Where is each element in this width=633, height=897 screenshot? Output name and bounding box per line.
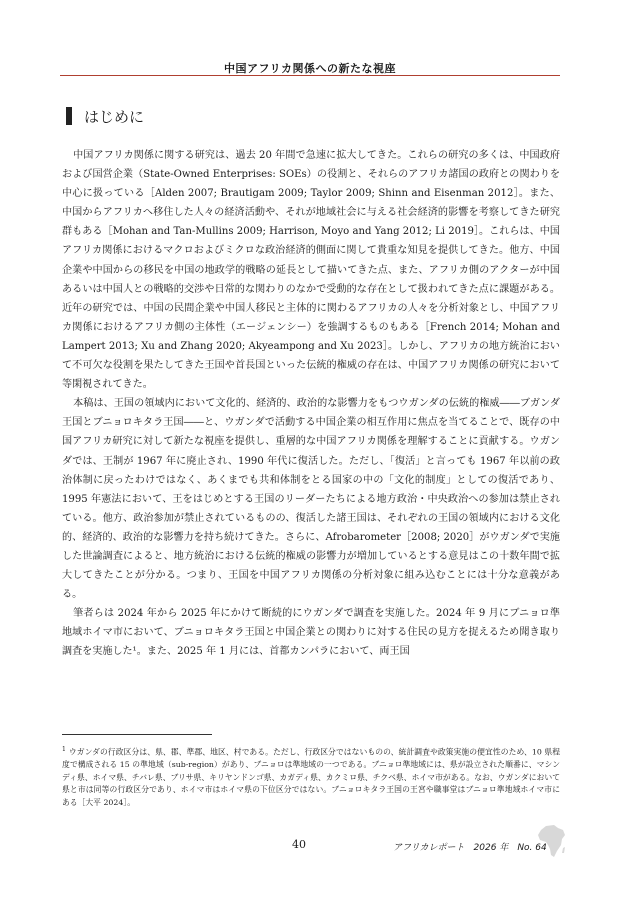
footnote-rule bbox=[62, 734, 212, 735]
footnote-marker: 1 bbox=[62, 746, 66, 753]
paragraph: 中国アフリカ関係に関する研究は、過去 20 年間で急速に拡大してきた。これらの研究の多くは、中国政府および国営企業（State-Owned Enterprises: SOEs）の役割と、それらのアフリカ諸国の政府との関わりを中心に扱っている［Alden 2007; Brautigam 2009; Taylor 2009; Shinn and Eisenman 2012］。また、中国からアフリカへ移住した人々の経済活動や、それが地域社会に与える社会経済的影響を考察してきた研究群もある［Mohan and Tan-Mullins 2009; Harrison, Moyo and Yang 2012; Li 2019］。これらは、中国アフリカ関係におけるマクロおよびミクロな政治経済的側面に関して貴重な知見を提供してきた。他方、中国企業や中国からの移民を中国の地政学的戦略の延長として描いてきた点、また、アフリカ側のアクターが中国あるいは中国人との戦略的交渉や日常的な関わりのなかで受動的な存在として扱われてきた点に課題がある。近年の研究では、中国の民間企業や中国人移民と主体的に関わるアフリカの人々を分析対象とし、中国アフリカ関係におけるアフリカ側の主体性（エージェンシー）を強調するものもある［French 2014; Mohan and Lampert 2013; Xu and Zhang 2020; Akyeampong and Xu 2023］。しかし、アフリカの地方統治において不可欠な役割を果たしてきた王国や首長国といった伝統的権威の存在は、中国アフリカ関係の研究において等閑視されてきた。 bbox=[62, 150, 560, 391]
running-header: 中国アフリカ関係への新たな視座 bbox=[224, 62, 396, 75]
footnote-text: ウガンダの行政区分は、県、郡、準郡、地区、村である。ただし、行政区分ではないものの、統計調査や政策実施の便宜性のため、10 県程度で構成される 15 の準地域（sub-region）があり、ブニョロは準地域の一つである。ブニョロ準地域には、県が設立された順番に、マシンディ県、ホイマ県、チバレ県、ブリサ県、キリヤンドンゴ県、カガディ県、カクミロ県、チクベ県、ホイマ市がある。なお、ウガンダにおいて県と市は同等の行政区分であり、ホイマ市はホイマ県の下位区分ではない。ブニョロキタラ王国の王宮や職事堂はブニョロ準地域ホイマ市にある［大平 2024］。 bbox=[62, 747, 560, 807]
section-title: はじめに bbox=[84, 108, 145, 126]
section-marker bbox=[66, 107, 72, 125]
paragraph: 本稿は、王国の領域内において文化的、経済的、政治的な影響力をもつウガンダの伝統的権威――ブガンダ王国とブニョロキタラ王国――と、ウガンダで活動する中国企業の相互作用に焦点を当てることで、既存の中国アフリカ研究に対して新たな視座を提供し、重層的な中国アフリカ関係を理解することに貢献する。ウガンダでは、王制が 1967 年に廃止され、1990 年代に復活した。ただし、「復活」と言っても 1967 年以前の政治体制に戻ったわけではなく、あくまでも共和体制をとる国家の中の「文化的制度」としての復活であり、1995 年憲法において、王をはじめとする王国のリーダーたちによる地方政治・中央政治への参加は禁止されている。他方、政治参加が禁止されているものの、復活した諸王国は、それぞれの王国の領域内における文化的、経済的、政治的な影響力を持ち続けてきた。さらに、Afrobarometer［2008; 2020］がウガンダで実施した世論調査によると、地方統治における伝統的権威の影響力が増加しているとする意見はこの十数年間で拡大してきたことが分かる。つまり、王国を中国アフリカ関係の分析対象に組み込むことには十分な意義がある。 bbox=[62, 398, 560, 601]
journal-title: アフリカレポート 2026 年 No. 64 bbox=[393, 843, 547, 853]
footnote bbox=[62, 744, 560, 810]
paragraph: 筆者らは 2024 年から 2025 年にかけて断続的にウガンダで調査を実施した。2024 年 9 月にブニョロ準地域ホイマ市において、ブニョロキタラ王国と中国企業との関わりに対する住民の見方を捉えるため聞き取り調査を実施した¹。また、2025 年 1 月には、首都カンパラにおいて、両王国 bbox=[62, 608, 560, 658]
body-text bbox=[62, 146, 560, 662]
header-rule bbox=[60, 75, 560, 76]
page-number: 40 bbox=[292, 838, 306, 851]
africa-map-icon bbox=[537, 824, 567, 858]
